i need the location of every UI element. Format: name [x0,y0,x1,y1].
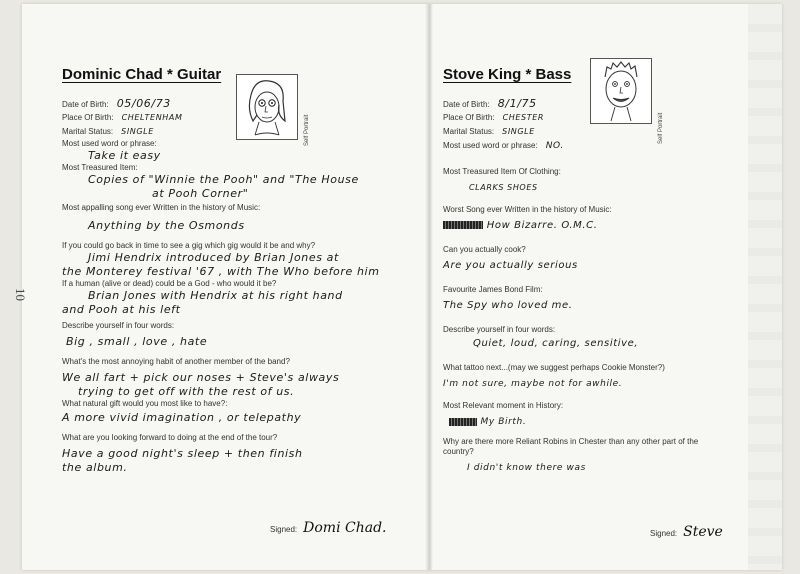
dominic-portrait-drawing [237,75,297,139]
right-robins-value: I didn't know there was [467,463,586,473]
right-name-heading: Stove King * Bass [443,66,572,83]
booklet-spread [13,4,782,570]
left-god-label: If a human (alive or dead) could be a God - who would it be? [62,279,277,288]
right-history-row [449,415,743,429]
right-word-value: NO. [545,141,564,151]
left-god-value-1: Brian Jones with Hendrix at his right hand [88,289,343,302]
left-habit-value-1: We all fart + pick our noses + Steve's always [62,371,340,384]
right-history-label: Most Relevant moment in History: [443,401,564,410]
left-pob-value: CHELTENHAM [121,113,183,122]
right-history-value: My Birth. [480,417,527,427]
right-marital-label: Marital Status: [443,127,495,136]
left-signature-row [270,520,386,536]
left-word-label: Most used word or phrase: [62,139,157,148]
right-describe-value: Quiet, loud, caring, sensitive, [473,338,639,349]
left-dob-label: Date of Birth: [62,100,109,109]
right-signed-label: Signed: [650,529,678,538]
right-self-portrait-caption: Self Portrait [658,112,664,144]
right-worst-row [443,219,743,233]
right-dob-label: Date of Birth: [443,100,490,109]
right-signature: Steve [683,524,723,540]
stove-king-profile [443,66,743,475]
left-gift-value: A more vivid imagination , or telepathy [62,411,302,424]
right-dob-value: 8/1/75 [497,97,537,110]
crossed-out-scribble [443,221,483,229]
left-gig-label: If you could go back in time to see a gig which gig would it be and why? [62,241,316,250]
left-god-value-2: and Pooh at his left [62,303,181,316]
right-worst-label: Worst Song ever Written in the history of Music: [443,205,612,214]
dominic-self-portrait [236,74,298,140]
right-tattoo-label: What tattoo next...(may we suggest perhaps Cookie Monster?) [443,363,665,372]
left-marital-label: Marital Status: [62,127,114,136]
right-clothing-label: Most Treasured Item Of Clothing: [443,167,561,176]
left-treasured-label: Most Treasured Item: [62,163,138,172]
left-signed-label: Signed: [270,525,298,534]
left-self-portrait-caption: Self Portrait [304,114,310,146]
right-cook-label: Can you actually cook? [443,245,526,254]
right-bond-value: The Spy who loved me. [443,300,573,311]
left-tour-value-2: the album. [62,461,128,474]
left-appalling-value: Anything by the Osmonds [88,219,245,232]
right-robins-label-1: Why are there more Reliant Robins in Chester than any other part of the [443,437,699,446]
right-marital-value: SINGLE [502,127,535,136]
left-dob-value: 05/06/73 [116,97,171,110]
stove-portrait-drawing [591,59,651,123]
left-tour-label: What are you looking forward to doing at the end of the tour? [62,433,278,442]
page-fold [425,4,433,570]
right-word-row [443,139,743,153]
left-gig-value-2: the Monterey festival '67 , with The Who before him [62,265,380,278]
left-gig-value-1: Jimi Hendrix introduced by Brian Jones at [88,251,339,264]
left-habit-label: What's the most annoying habit of another member of the band? [62,357,290,366]
left-treasured-value-2: at Pooh Corner" [152,187,249,200]
stove-self-portrait [590,58,652,124]
next-page-edge [748,4,782,570]
left-pob-label: Place Of Birth: [62,113,114,122]
right-cook-value: Are you actually serious [443,260,578,271]
right-clothing-value: CLARKS SHOES [469,183,538,192]
right-tattoo-value: I'm not sure, maybe not for awhile. [443,379,623,389]
left-habit-value-2: trying to get off with the rest of us. [78,385,295,398]
left-describe-value: Big , small , love , hate [66,335,208,348]
left-name-heading: Dominic Chad * Guitar [62,66,222,83]
left-signature: Domi Chad. [303,520,387,536]
right-signature-row [650,524,723,540]
right-pob-label: Place Of Birth: [443,113,495,122]
left-appalling-label: Most appalling song ever Written in the history of Music: [62,203,261,212]
right-describe-label: Describe yourself in four words: [443,325,556,334]
right-pob-value: CHESTER [502,113,545,122]
right-robins-label-2: country? [443,447,474,456]
right-marital-row [443,125,743,139]
left-marital-value: SINGLE [121,127,154,136]
page-number: 10 [13,288,28,301]
left-describe-label: Describe yourself in four words: [62,321,175,330]
left-tour-value-1: Have a good night's sleep + then finish [62,447,303,460]
left-gift-label: What natural gift would you most like to have?: [62,399,228,408]
right-worst-value: How Bizarre. O.M.C. [486,220,598,231]
crossed-out-scribble-2 [449,418,477,426]
right-word-label: Most used word or phrase: [443,141,538,150]
left-treasured-value-1: Copies of "Winnie the Pooh" and "The House [88,173,359,186]
left-word-value: Take it easy [88,149,161,162]
right-bond-label: Favourite James Bond Film: [443,285,543,294]
